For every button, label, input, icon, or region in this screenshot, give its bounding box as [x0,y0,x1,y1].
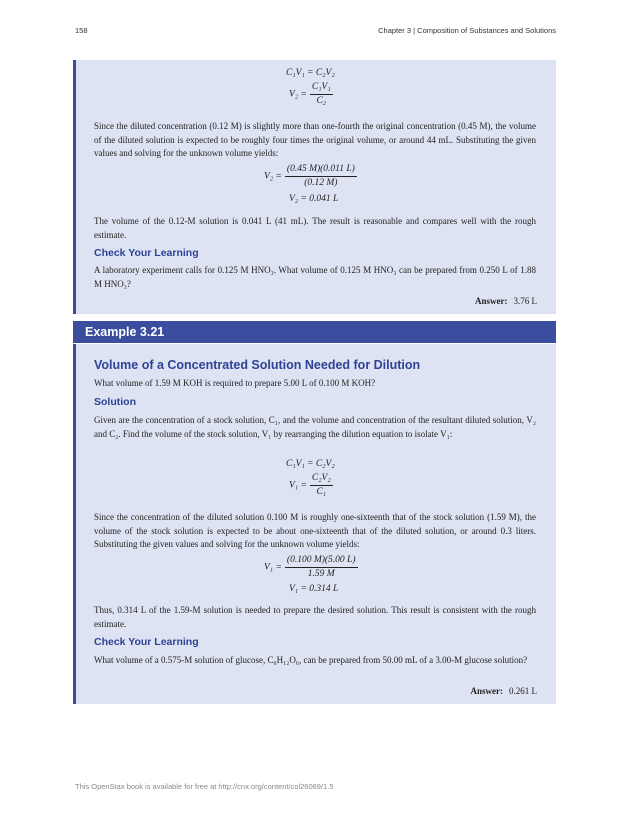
fraction-numerator: (0.45 M)(0.011 L) [285,164,357,177]
v2-substitution-equation [264,164,357,189]
fraction-numerator: C₂V₂ [310,473,333,486]
fraction-numerator: (0.100 M)(5.00 L) [285,555,358,568]
estimate-paragraph: Since the diluted concentration (0.12 M) is slightly more than one-fourth the original concentration (0.45 M), the volume of the diluted solution is expected to be roughly four times the original volume, or around 44 mL. Substituting the given values and solving for the unknown volume yields: [94,121,536,159]
check-your-learning-heading: Check Your Learning [94,247,199,259]
answer-value: 3.76 L [513,296,537,306]
equation-lhs: V₂ = [289,89,307,100]
v1-substitution-equation [264,555,358,580]
result-paragraph: The volume of the 0.12-M solution is 0.041 L (41 mL). The result is reasonable and compares well with the rough estimate. [94,216,536,240]
dilution-equation: C₁V₁ = C₂V₂ [286,459,335,469]
v1-rearranged-equation [289,473,333,498]
example-question: What volume of 1.59 M KOH is required to prepare 5.00 L of 0.100 M KOH? [94,378,376,388]
example-title: Volume of a Concentrated Solution Needed for Dilution [94,358,421,372]
page-number: 158 [75,26,88,35]
estimate-paragraph: Since the concentration of the diluted solution 0.100 M is roughly one-sixteenth that of the stock solution (1.59 M), the volume of the stock solution is expected to be about one-sixteenth that of the diluted solution, or around 0.3 liters. Substituting the given values and solving for the unknown volume yields: [94,512,536,550]
v2-rearranged-equation [289,82,333,107]
answer-line [471,686,538,696]
answer-value: 0.261 L [509,686,537,696]
check-your-learning-question: A laboratory experiment calls for 0.125 M HNO₃. What volume of 0.125 M HNO₃ can be prepared from 0.250 L of 1.88 M HNO₃? [94,265,536,289]
conclusion-paragraph: Thus, 0.314 L of the 1.59-M solution is needed to prepare the desired solution. This result is consistent with the rough estimate. [94,605,536,629]
fraction-numerator: C₁V₁ [310,82,333,95]
fraction-denominator: C₁ [316,487,327,497]
chapter-title: Chapter 3 | Composition of Substances and Solutions [378,26,556,35]
v1-result-equation: V₁ = 0.314 L [289,584,339,594]
fraction-denominator: 1.59 M [307,569,335,579]
fraction-denominator: (0.12 M) [304,178,338,188]
check-your-learning-question: What volume of a 0.575-M solution of glucose, C₆H₁₂O₆, can be prepared from 50.00 mL of a 3.00-M glucose solution? [94,655,528,665]
equation-lhs: V₁ = [264,562,282,573]
check-your-learning-heading: Check Your Learning [94,636,199,648]
solution-heading: Solution [94,396,136,408]
example-label-bar: Example 3.21 [73,321,556,343]
solution-paragraph: Given are the concentration of a stock solution, C₁, and the volume and concentration of the resultant diluted solution, V₂ and C₂. Find the volume of the stock solution, V₁ by rearranging the dilution equation to isolate V₁: [94,415,536,439]
answer-label: Answer: [470,686,503,696]
footer-availability-note: This OpenStax book is available for free at http://cnx.org/content/col26069/1.5 [75,782,334,791]
equation-lhs: V₁ = [289,480,307,491]
v2-result-equation: V₂ = 0.041 L [289,194,339,204]
equation-lhs: V₂ = [264,171,282,182]
dilution-equation: C₁V₁ = C₂V₂ [286,68,335,78]
fraction-denominator: C₂ [316,96,327,106]
answer-line [475,296,537,306]
answer-label: Answer: [475,296,508,306]
